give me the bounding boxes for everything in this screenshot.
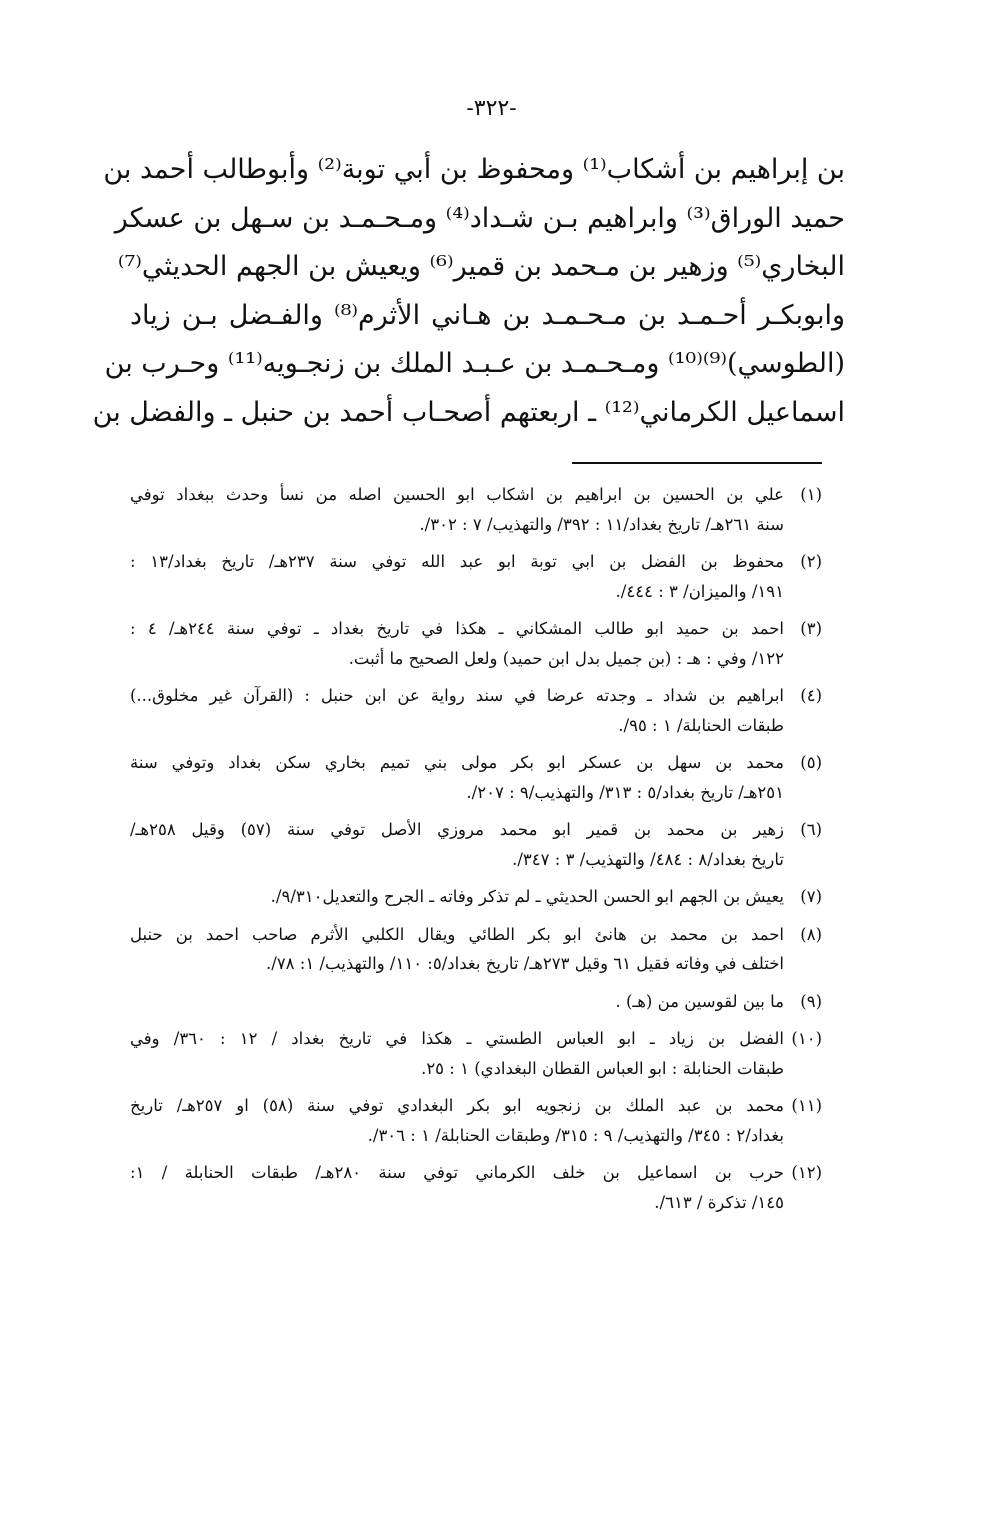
footnote-number: (١١) — [791, 1096, 822, 1115]
footnote-7 — [130, 882, 822, 912]
footnote-text-line: طبقات الحنابلة/ ١ : ٩٥/. — [618, 715, 784, 735]
main-text-line: بن إبراهيم بن أشكاب⁽¹⁾ ومحفوظ بن أبي توبة⁽²⁾ وأبوطالب أحمد بن — [103, 154, 845, 185]
main-text-line: البخاري⁽⁵⁾ وزهير بن مـحمد بن قمير⁽⁶⁾ ويعيش بن الجهم الحديثي⁽⁷⁾ — [117, 251, 845, 282]
footnote-number: (٧) — [800, 887, 822, 906]
footnote-text-line: ما بين لقوسين من (هـ) . — [615, 991, 784, 1011]
page-number: -٣٢٢- — [466, 96, 517, 121]
footnote-text-line: علي بن الحسين بن ابراهيم بن اشكاب ابو الحسين اصله من نسأ وحدث ببغداد توفي — [130, 485, 784, 504]
footnote-text-line: محمد بن سهل بن عسكر ابو بكر مولى بني تميم بخاري سكن بغداد وتوفي سنة — [130, 753, 784, 772]
footnote-text-line: ١٢٢/ وفي : هـ : (بن جميل بدل ابن حميد) ولعل الصحيح ما أثبت. — [348, 648, 784, 668]
footnote-text-line: يعيش بن الجهم ابو الحسن الحديثي ـ لم تذكر وفاته ـ الجرح والتعديل٩/٣١٠/. — [270, 887, 784, 906]
footnote-number: (٩) — [800, 991, 822, 1011]
main-text-line: حميد الوراق⁽³⁾ وابراهيم بـن شـداد⁽⁴⁾ ومـحـمـد بن سـهل بن عسكر — [114, 202, 845, 234]
footnote-text-line: ابراهيم بن شداد ـ وجدته عرضا في سند رواية عن ابن حنبل : (القرآن غير مخلوق...) — [130, 686, 784, 705]
main-text-line: وابوبكـر أحـمـد بن مـحـمـد بن هـاني الأثرم⁽⁸⁾ والفـضل بـن زياد — [130, 299, 845, 331]
footnote-text-line: ١٤٥/ تذكرة / ٦١٣/. — [654, 1192, 784, 1212]
footnote-8 — [130, 920, 822, 979]
footnote-text-line: طبقات الحنابلة : ابو العباس القطان البغدادي) ١ : ٢٥. — [421, 1058, 784, 1078]
footnote-11 — [130, 1091, 822, 1150]
main-text-line: اسماعيل الكرماني⁽¹²⁾ ـ اربعتهم أصحـاب أحمد بن حنبل ـ والفضل بن — [92, 396, 845, 428]
footnote-text-line: زهير بن محمد بن قمير ابو محمد مروزي الأصل توفي سنة (٥٧) وقيل ٢٥٨هـ/ — [130, 820, 784, 839]
footnote-6 — [130, 815, 822, 874]
footnote-text-line: ٢٥١هـ/ تاريخ بغداد/٥ : ٣١٣/ والتهذيب/٩ : ٢٠٧/. — [466, 782, 784, 802]
footnote-number: (٣) — [800, 619, 822, 638]
footnote-number: (١٠) — [791, 1029, 822, 1048]
main-text-line: (الطوسي)⁽⁹⁾⁽¹⁰⁾ ومـحـمـد بن عـبـد الملك بن زنجـويه⁽¹¹⁾ وحـرب بن — [104, 348, 845, 379]
footnote-text-line: اختلف في وفاته فقيل ٦١ وقيل ٢٧٣هـ/ تاريخ بغداد/٥: ١١٠/ والتهذيب/ ١: ٧٨/. — [266, 954, 784, 973]
footnotes-section — [130, 480, 822, 1225]
footnote-text-line: حرب بن اسماعيل بن خلف الكرماني توفي سنة ٢٨٠هـ/ طبقات الحنابلة / ١: — [130, 1163, 784, 1182]
footnote-number: (٦) — [800, 820, 822, 839]
footnote-text-line: ١٩١/ والميزان/ ٣ : ٤٤٤/. — [615, 581, 784, 601]
footnote-number: (٢) — [800, 552, 822, 571]
footnote-text-line: احمد بن حميد ابو طالب المشكاني ـ هكذا في تاريخ بغداد ـ توفي سنة ٢٤٤هـ/ ٤ : — [130, 619, 784, 638]
footnote-3 — [130, 614, 822, 673]
footnote-text-line: سنة ٢٦١هـ/ تاريخ بغداد/١١ : ٣٩٢/ والتهذيب/ ٧ : ٣٠٢/. — [419, 514, 784, 534]
footnote-number: (١٢) — [791, 1163, 822, 1182]
footnote-number: (٥) — [800, 753, 822, 772]
main-text-body — [92, 146, 845, 437]
footnote-text-line: تاريخ بغداد/٨ : ٤٨٤/ والتهذيب/ ٣ : ٣٤٧/. — [512, 849, 784, 869]
footnote-4 — [130, 681, 822, 740]
footnote-text-line: بغداد/٢ : ٣٤٥/ والتهذيب/ ٩ : ٣١٥/ وطبقات الحنابلة/ ١ : ٣٠٦/. — [367, 1125, 784, 1145]
footnote-9 — [130, 987, 822, 1017]
footnote-number: (٨) — [800, 924, 822, 944]
footnote-12 — [130, 1158, 822, 1217]
footnote-10 — [130, 1024, 822, 1083]
footnote-text-line: محفوظ بن الفضل بن ابي توبة ابو عبد الله توفي سنة ٢٣٧هـ/ تاريخ بغداد/١٣ : — [130, 552, 784, 571]
footnote-5 — [130, 748, 822, 807]
footnote-number: (٤) — [800, 686, 822, 705]
footnote-1 — [130, 480, 822, 539]
footnote-number: (١) — [800, 485, 822, 504]
footnote-text-line: الفضل بن زياد ـ ابو العباس الطستي ـ هكذا في تاريخ بغداد / ١٢ : ٣٦٠/ وفي — [130, 1029, 784, 1048]
footnote-2 — [130, 547, 822, 606]
footnote-text-line: احمد بن محمد بن هانئ ابو بكر الطائي ويقال الكلبي الأثرم صاحب احمد بن حنبل — [130, 924, 784, 944]
footnote-separator — [572, 462, 822, 464]
footnote-text-line: محمد بن عبد الملك بن زنجويه ابو بكر البغدادي توفي سنة (٥٨) او ٢٥٧هـ/ تاريخ — [130, 1096, 784, 1115]
